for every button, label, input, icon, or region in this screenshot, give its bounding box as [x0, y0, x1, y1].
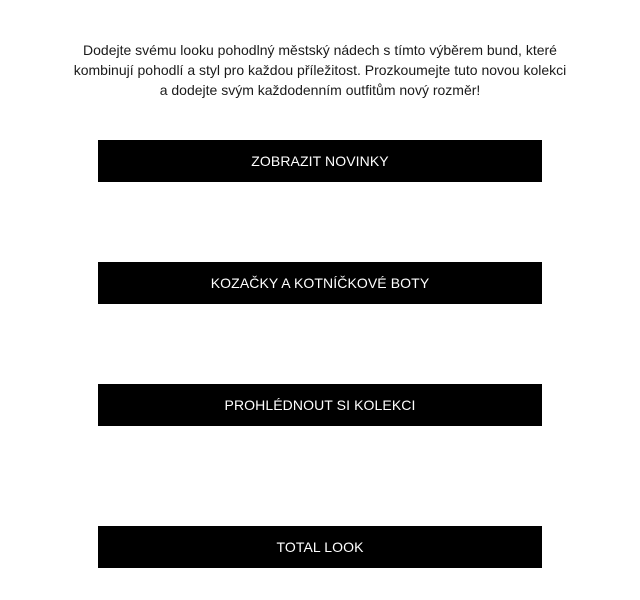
- intro-line: Dodejte svému looku pohodlný městský nádech s tímto výběrem bund, které: [83, 42, 557, 58]
- boots-and-ankle-boots-button[interactable]: [98, 262, 542, 304]
- intro-text: [60, 40, 580, 100]
- total-look-button[interactable]: [98, 526, 542, 568]
- boots-and-ankle-boots-label: KOZAČKY A KOTNÍČKOVÉ BOTY: [210, 275, 430, 291]
- total-look-label: TOTAL LOOK: [276, 539, 364, 555]
- show-new-arrivals-button[interactable]: [98, 140, 542, 182]
- intro-line: a dodejte svým každodenním outfitům nový rozměr!: [159, 82, 481, 98]
- view-collection-label: PROHLÉDNOUT SI KOLEKCI: [224, 397, 416, 413]
- view-collection-button[interactable]: [98, 384, 542, 426]
- intro-line: kombinují pohodlí a styl pro každou příležitost. Prozkoumejte tuto novou kolekci: [73, 62, 567, 78]
- show-new-arrivals-label: ZOBRAZIT NOVINKY: [251, 153, 389, 169]
